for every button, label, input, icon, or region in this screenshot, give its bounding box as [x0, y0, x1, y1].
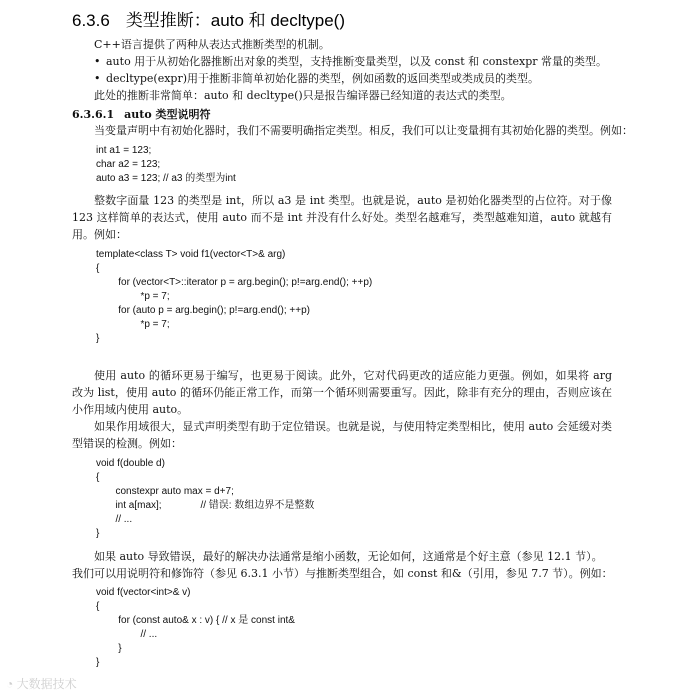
code-line: int a[max]; // 错误: 数组边界不是整数	[96, 500, 315, 511]
code-block	[96, 586, 295, 670]
subsection-heading	[72, 106, 210, 122]
watermark-text: 大数据技术	[16, 677, 77, 691]
code-line: // ...	[96, 629, 158, 640]
code-block	[96, 457, 314, 541]
section-number: 6.3.6	[72, 11, 110, 30]
code-line: void f(vector<int>& v)	[96, 587, 191, 598]
code-line: {	[96, 263, 100, 274]
code-line: template<class T> void f1(vector<T>& arg)	[96, 249, 286, 260]
bullet-item-auto	[94, 53, 607, 70]
code-line: for (auto p = arg.begin(); p!=arg.end(); ++p)	[96, 305, 311, 316]
code-line: }	[96, 657, 100, 668]
code-line: {	[96, 472, 100, 483]
paragraph: 我们可以用说明符和修饰符（参见 6.3.1 小节）与推断类型组合，如 const 和&（引用，参见 7.7 节）。例如：	[72, 567, 613, 580]
section-title: 类型推断：auto 和 decltype()	[125, 11, 345, 30]
intro-paragraph: C++语言提供了两种从表达式推断类型的机制。	[94, 38, 330, 51]
paragraph: 如果作用域很大，显式声明类型有助于定位错误。也就是说，与使用特定类型相比，使用 auto 会延缓对类型错误的检测。例如：	[72, 420, 612, 450]
paragraph: 整数字面量 123 的类型是 int，所以 a3 是 int 类型。也就是说，auto 是初始化器类型的占位符。对于像 123 这样简单的表达式，使用 auto 而不是 int 并没有什么好处。类型名越难写，类型越难知道，auto 就越有用。例如：	[72, 194, 612, 241]
bullet-text: auto 用于从初始化器推断出对象的类型，支持推断变量类型，以及 const 和 constexpr 常量的类型。	[106, 55, 608, 68]
intro-trailer: 此处的推断非常简单：auto 和 decltype()只是报告编译器已经知道的表达式的类型。	[94, 89, 512, 102]
watermark-logo-icon: ◔	[6, 677, 14, 691]
code-line: for (vector<T>::iterator p = arg.begin(); p!=arg.end(); ++p)	[96, 277, 373, 288]
subsection-number: 6.3.6.1	[72, 108, 115, 121]
code-line: void f(double d)	[96, 458, 165, 469]
code-line: }	[96, 333, 100, 344]
paragraph: 当变量声明中有初始化器时，我们不需要明确指定类型。相反，我们可以让变量拥有其初始化器的类型。例如：	[94, 124, 633, 137]
code-block	[96, 144, 236, 186]
bullet-text: decltype(expr)用于推断非简单初始化器的类型，例如函数的返回类型或类成员的类型。	[106, 72, 540, 85]
code-line: char a2 = 123;	[96, 159, 161, 170]
code-line: int a1 = 123;	[96, 145, 152, 156]
paragraph: 使用 auto 的循环更易于编写，也更易于阅读。此外，它对代码更改的适应能力更强。例如，如果将 arg 改为 list，使用 auto 的循环仍能正常工作，而第一个循环则需要重写。因此，除非有充分的理由，否则应该在小作用域内使用 auto。	[72, 369, 612, 416]
watermark	[6, 675, 77, 692]
code-line: {	[96, 601, 100, 612]
paragraph: 如果 auto 导致错误，最好的解决办法通常是缩小函数，无论如何，这通常是个好主意（参见 12.1 节）。	[94, 550, 603, 563]
bullet-dot-icon: •	[94, 55, 101, 68]
code-line: *p = 7;	[96, 291, 170, 302]
bullet-item-decltype	[94, 70, 539, 87]
code-line: *p = 7;	[96, 319, 170, 330]
code-line: // ...	[96, 514, 133, 525]
code-line: constexpr auto max = d+7;	[96, 486, 234, 497]
code-line: }	[96, 643, 122, 654]
subsection-title: auto 类型说明符	[124, 108, 211, 121]
bullet-dot-icon: •	[94, 72, 101, 85]
code-line: auto a3 = 123; // a3 的类型为int	[96, 173, 236, 184]
section-heading	[72, 6, 345, 31]
code-line: for (const auto& x : v) { // x 是 const int&	[96, 615, 295, 626]
code-line: }	[96, 528, 100, 539]
code-block	[96, 248, 372, 346]
